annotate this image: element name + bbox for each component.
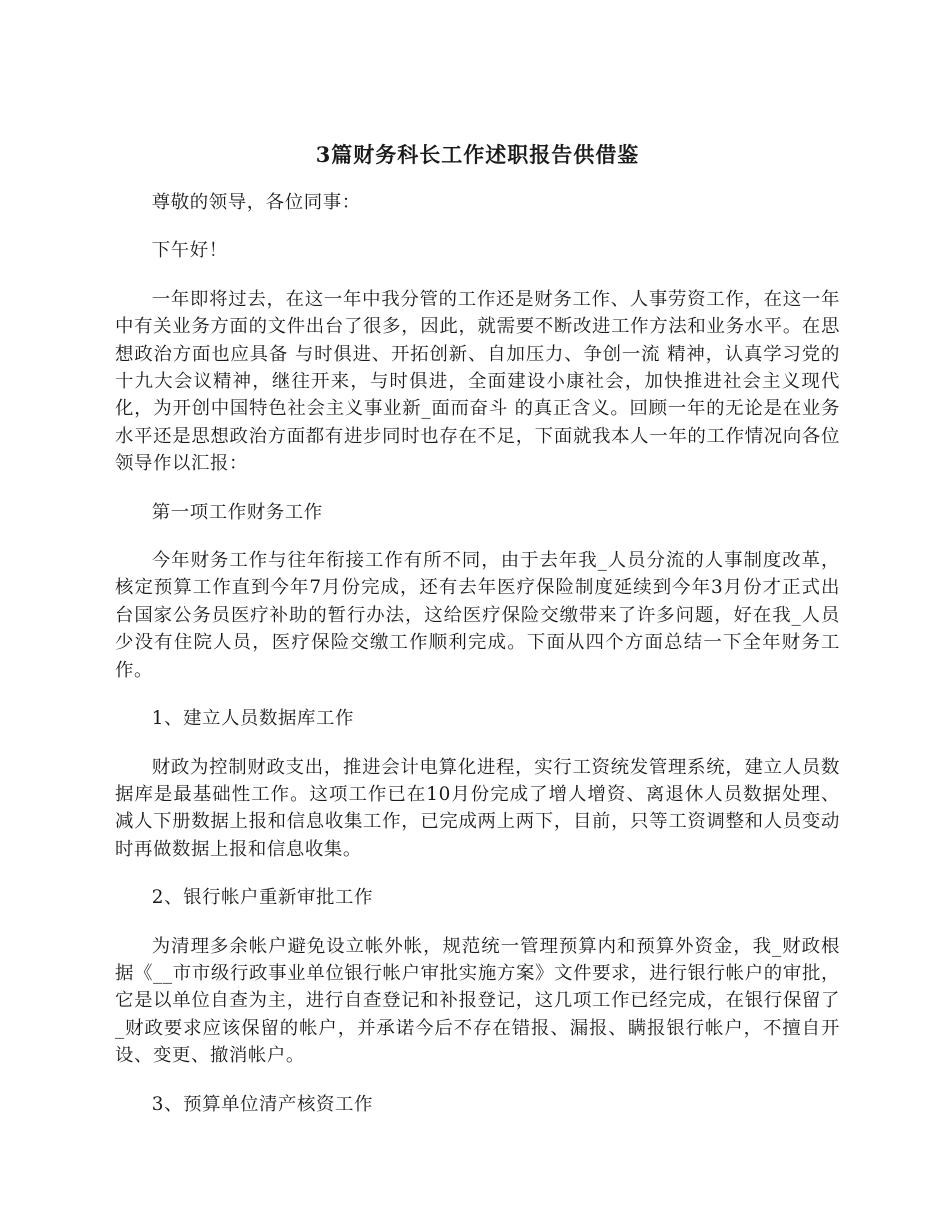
document-page xyxy=(115,140,840,1139)
subsection-heading-2: 2、银行帐户重新审批工作 xyxy=(151,887,373,909)
finance-paragraph: 今年财务工作与往年衔接工作有所不同，由于去年我_人员分流的人事制度改革，核定预算工作直到今年7月份完成，还有去年医疗保险制度延续到今年3月份才正式出台国家公务员医疗补助的暂行办法，这给医疗保险交缴带来了许多问题，好在我_人员少没有住院人员，医疗保险交缴工作顺利完成。下面从四个方面总结一下全年财务工作。 xyxy=(115,550,840,681)
section-heading-finance: 第一项工作财务工作 xyxy=(151,501,323,523)
bank-account-paragraph: 为清理多余帐户避免设立帐外帐，规范统一管理预算内和预算外资金，我_财政根据《__市市级行政事业单位银行帐户审批实施方案》文件要求，进行银行帐户的审批，它是以单位自查为主，进行自查登记和补报登记，这几项工作已经完成，在银行保留了_财政要求应该保留的帐户，并承诺今后不存在错报、漏报、瞒报银行帐户，不擅自开设、变更、撤消帐户。 xyxy=(115,935,840,1067)
subsection-heading-1: 1、建立人员数据库工作 xyxy=(151,708,355,730)
subsection-heading-3: 3、预算单位清产核资工作 xyxy=(151,1093,373,1115)
document-title: 3篇财务科长工作述职报告供借鉴 xyxy=(315,142,640,167)
database-paragraph: 财政为控制财政支出，推进会计电算化进程，实行工资统发管理系统，建立人员数据库是最基础性工作。这项工作已在10月份完成了增人增资、离退休人员数据处理、减人下册数据上报和信息收集工作，已完成两上两下，目前，只等工资调整和人员变动时再做数据上报和信息收集。 xyxy=(115,756,840,860)
intro-paragraph: 一年即将过去，在这一年中我分管的工作还是财务工作、人事劳资工作，在这一年中有关业务方面的文件出台了很多，因此，就需要不断改进工作方法和业务水平。在思想政治方面也应具备 与时俱进、开拓创新、自加压力、争创一流 精神，认真学习党的十九大会议精神，继往开来，与时俱进，全面建设小康社会，加快推进社会主义现代化，为开创中国特色社会主义事业新_面而奋斗 的真正含义。回顾一年的无论是在业务水平还是思想政治方面都有进步同时也存在不足，下面就我本人一年的工作情况向各位领导作以汇报： xyxy=(115,288,840,475)
greeting: 尊敬的领导，各位同事： xyxy=(151,192,361,213)
salutation: 下午好！ xyxy=(151,240,228,262)
